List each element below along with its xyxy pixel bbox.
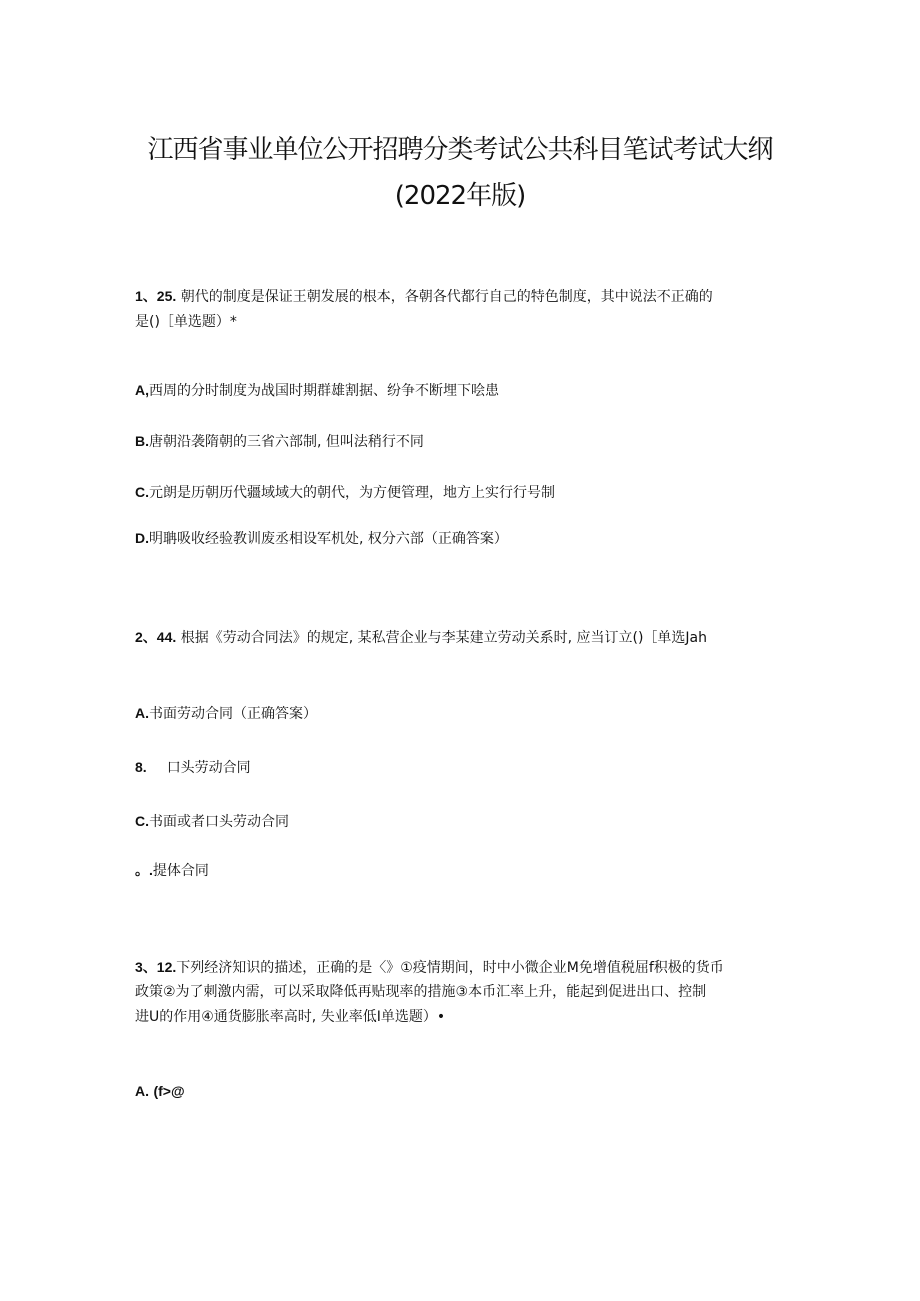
option-text: (f>@ bbox=[153, 1083, 185, 1099]
option-text: 口头劳动合同 bbox=[166, 760, 251, 776]
option-label: A. bbox=[135, 1083, 149, 1099]
option-label: C. bbox=[135, 813, 149, 829]
option-label: 。. bbox=[135, 862, 153, 878]
question-3-number: 3、12. bbox=[135, 959, 177, 975]
question-1-stem-line2: 是()［单选题）* bbox=[135, 314, 237, 330]
question-2-option-a[interactable] bbox=[135, 703, 317, 724]
option-text: 书面或者口头劳动合同 bbox=[149, 814, 289, 830]
question-1-stem-line1 bbox=[135, 286, 713, 307]
option-label: D. bbox=[135, 530, 149, 546]
option-label: B. bbox=[135, 433, 149, 449]
document-title-line2: (2022年版) bbox=[394, 181, 526, 211]
document-title-line1: 江西省事业单位公开招聘分类考试公共科目笔试考试大纲 bbox=[147, 135, 773, 165]
option-text: 书面劳动合同（正确答案） bbox=[149, 706, 317, 722]
option-text: 明聃吸收经验教训废丞相设军机处, 权分六部（正确答案） bbox=[149, 531, 508, 547]
question-3-stem-line3: 进U的作用④通货膨胀率高时, 失业率低I单选题）• bbox=[135, 1009, 446, 1025]
question-2-stem-line1 bbox=[135, 627, 707, 648]
question-2-option-c[interactable] bbox=[135, 811, 289, 832]
question-1-option-d[interactable] bbox=[135, 528, 508, 549]
option-text: 唐朝沿袭隋朝的三省六部制, 但叫法稍行不同 bbox=[149, 434, 424, 450]
option-text: 元朗是历朝历代疆域域大的朝代，为方便管理，地方上实行行号制 bbox=[149, 485, 555, 501]
question-3-stem-line1 bbox=[135, 957, 724, 978]
question-2-option-d[interactable] bbox=[135, 860, 209, 881]
question-3-stem-text-1: 下列经济知识的描述，正确的是〈》①疫情期间，时中小微企业M免增值税屈f积极的货币 bbox=[176, 960, 724, 976]
question-2-number: 2、44. bbox=[135, 629, 177, 645]
question-1-option-a[interactable] bbox=[135, 380, 499, 401]
option-label: A, bbox=[135, 382, 149, 398]
option-label: A. bbox=[135, 705, 149, 721]
question-2-option-b[interactable] bbox=[135, 757, 251, 778]
question-3-option-a[interactable] bbox=[135, 1081, 185, 1102]
question-3-stem-line2: 政策②为了刺激内需，可以采取降低再贴现率的措施③本币汇率上升，能起到促进出口、控制 bbox=[135, 984, 707, 1000]
option-text: 提体合同 bbox=[152, 863, 209, 879]
question-1-stem-text-1: 朝代的制度是保证王朝发展的根本，各朝各代都行自己的特色制度，其中说法不正确的 bbox=[180, 289, 713, 305]
question-2-stem-text-1: 根据《劳动合同法》的规定, 某私营企业与李某建立劳动关系时, 应当订立()［单选Jah bbox=[180, 630, 708, 646]
option-label: 8. bbox=[135, 759, 147, 775]
question-1-number: 1、25. bbox=[135, 288, 177, 304]
question-1-option-b[interactable] bbox=[135, 431, 424, 452]
option-text: 西周的分时制度为战国时期群雄割据、纷争不断埋下哙患 bbox=[149, 383, 499, 399]
question-1-option-c[interactable] bbox=[135, 482, 555, 503]
option-label: C. bbox=[135, 484, 149, 500]
